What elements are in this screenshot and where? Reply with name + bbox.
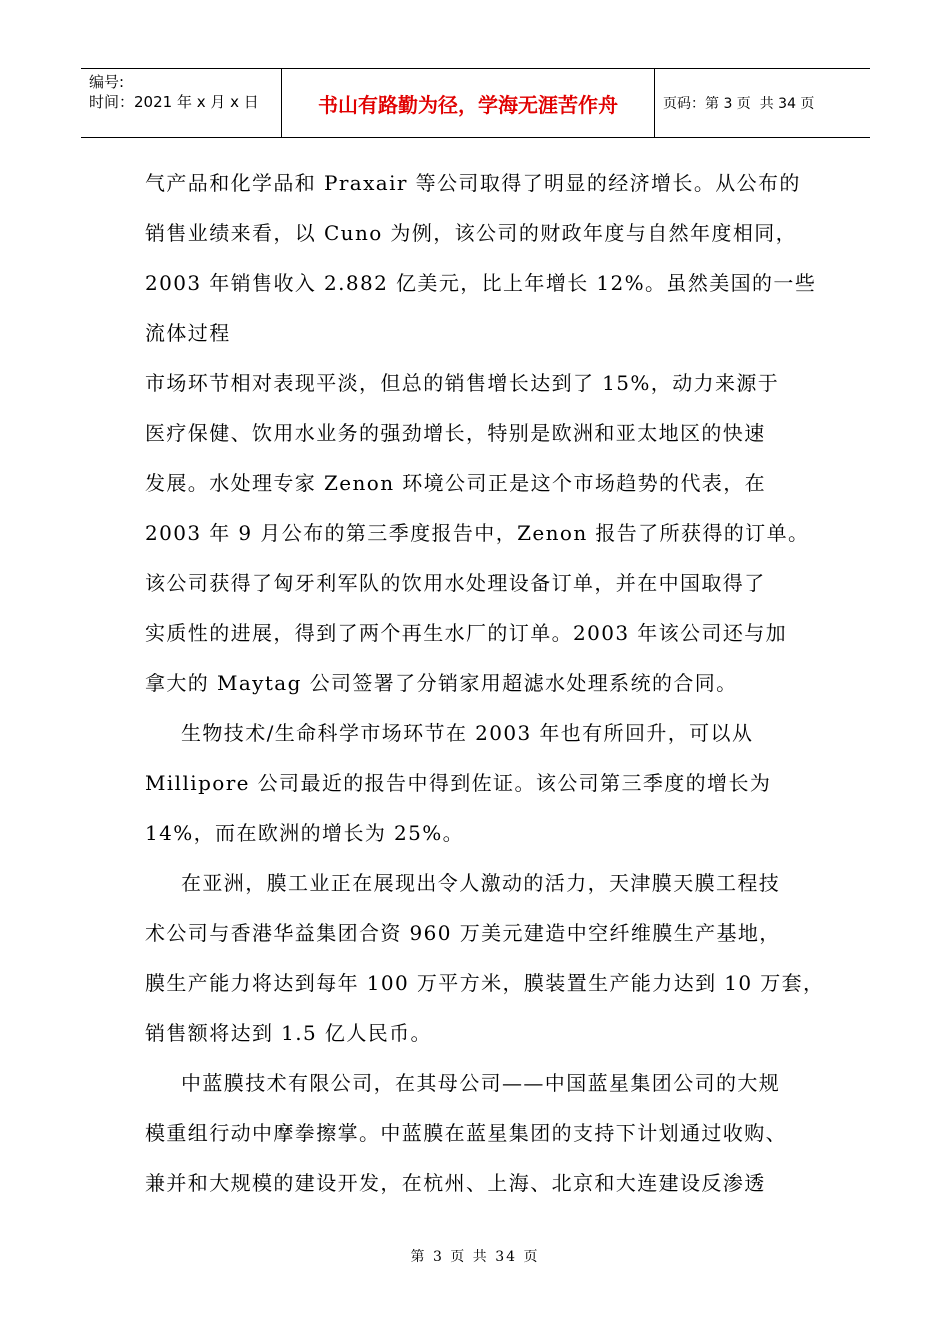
text-line: 发展。水处理专家 Zenon 环境公司正是这个市场趋势的代表，在	[145, 471, 767, 495]
text-line: 兼并和大规模的建设开发，在杭州、上海、北京和大连建设反渗透	[145, 1171, 766, 1195]
text-line: 模重组行动中摩拳擦掌。中蓝膜在蓝星集团的支持下计划通过收购、	[145, 1121, 787, 1145]
text-line: 中蓝膜技术有限公司，在其母公司——中国蓝星集团公司的大规	[181, 1071, 781, 1095]
text-line: 该公司获得了匈牙利军队的饮用水处理设备订单，并在中国取得了	[145, 571, 766, 595]
text-line: 气产品和化学品和 Praxair 等公司取得了明显的经济增长。从公布的	[145, 171, 801, 195]
header-page-cell	[655, 69, 870, 137]
text-line: 2003 年销售收入 2.882 亿美元，比上年增长 12%。虽然美国的一些	[145, 271, 817, 295]
text-line: 市场环节相对表现平淡，但总的销售增长达到了 15%，动力来源于	[145, 371, 780, 395]
header-motto-cell	[282, 69, 655, 137]
text-line: 术公司与香港华益集团合资 960 万美元建造中空纤维膜生产基地，	[145, 921, 781, 945]
text-line: 销售业绩来看，以 Cuno 为例，该公司的财政年度与自然年度相同，	[145, 221, 798, 245]
header-page-info: 页码：第 3 页 共 34 页	[663, 96, 815, 112]
text-line: 2003 年 9 月公布的第三季度报告中，Zenon 报告了所获得的订单。	[145, 521, 810, 545]
text-line: 生物技术/生命科学市场环节在 2003 年也有所回升，可以从	[181, 721, 754, 745]
body-text	[145, 158, 825, 1208]
text-line: 流体过程	[145, 321, 231, 345]
text-line: 在亚洲，膜工业正在展现出令人激动的活力，天津膜天膜工程技	[181, 871, 781, 895]
text-line: 14%，而在欧洲的增长为 25%。	[145, 821, 465, 845]
page-footer: 第 3 页 共 34 页	[410, 1249, 540, 1265]
header-motto: 书山有路勤为径，学海无涯苦作舟	[318, 92, 618, 117]
text-line: 实质性的进展，得到了两个再生水厂的订单。2003 年该公司还与加	[145, 621, 788, 645]
text-line: 医疗保健、饮用水业务的强劲增长，特别是欧洲和亚太地区的快速	[145, 421, 766, 445]
document-date: 时间：2021 年 x 月 x 日	[89, 93, 259, 111]
document-number-label: 编号:	[89, 73, 125, 91]
text-line: Millipore 公司最近的报告中得到佐证。该公司第三季度的增长为	[145, 771, 772, 795]
text-line: 销售额将达到 1.5 亿人民币。	[145, 1021, 432, 1045]
header-table	[81, 68, 870, 138]
text-line: 拿大的 Maytag 公司签署了分销家用超滤水处理系统的合同。	[145, 671, 738, 695]
header-meta-cell	[81, 69, 282, 137]
text-line: 膜生产能力将达到每年 100 万平方米，膜装置生产能力达到 10 万套，	[145, 971, 825, 995]
